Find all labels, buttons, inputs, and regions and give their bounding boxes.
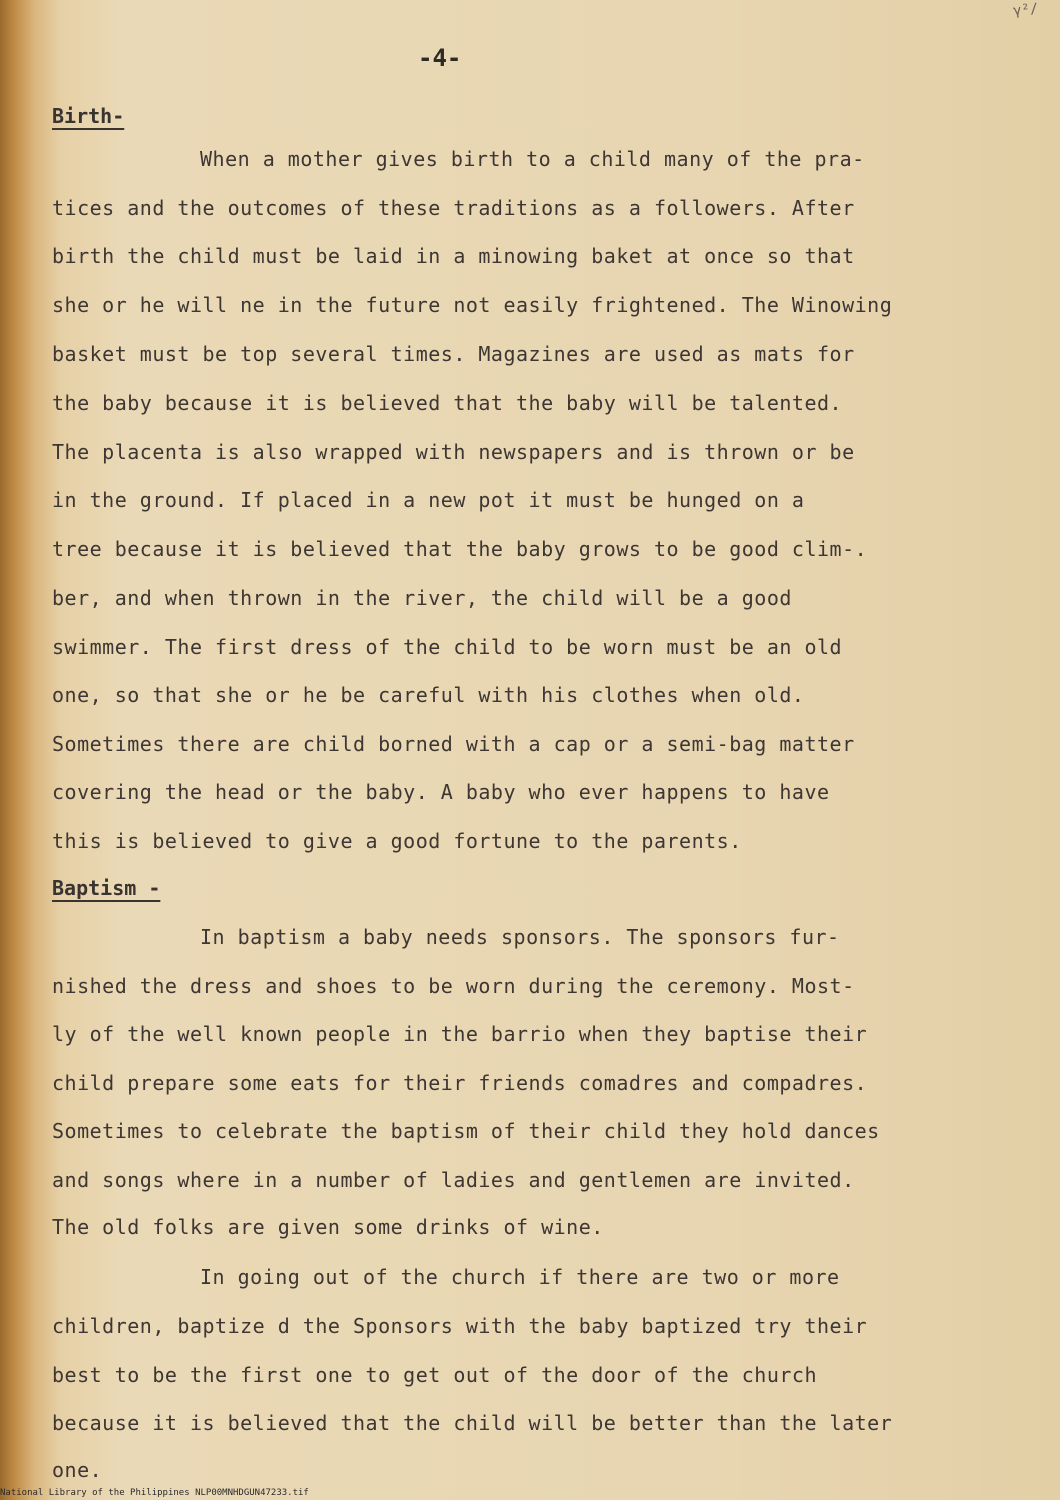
text-line: basket must be top several times. Magazines are used as mats for (52, 342, 855, 366)
section-heading-baptism: Baptism - (52, 876, 161, 900)
text-line: because it is believed that the child will be better than the later (52, 1411, 893, 1435)
text-line: birth the child must be laid in a minowing baket at once so that (52, 244, 855, 268)
text-line: one. (52, 1458, 103, 1482)
text-line: in the ground. If placed in a new pot it must be hunged on a (52, 488, 805, 512)
text-line: and songs where in a number of ladies and gentlemen are invited. (52, 1168, 855, 1192)
archive-footer: National Library of the Philippines NLP00MNHDGUN47233.tif (0, 1488, 309, 1498)
text-line: swimmer. The first dress of the child to be worn must be an old (52, 635, 843, 659)
text-line: the baby because it is believed that the baby will be talented. (52, 391, 843, 415)
text-line: children, baptize d the Sponsors with the baby baptized try their (52, 1314, 868, 1338)
text-line: When a mother gives birth to a child many of the pra- (200, 147, 865, 171)
page-number: -4- (418, 44, 462, 72)
text-line: tices and the outcomes of these traditions as a followers. After (52, 196, 855, 220)
text-line: ber, and when thrown in the river, the child will be a good (52, 586, 792, 610)
text-line: Sometimes to celebrate the baptism of their child they hold dances (52, 1119, 880, 1143)
section-heading-birth: Birth- (52, 104, 125, 128)
text-line: The old folks are given some drinks of wine. (52, 1215, 604, 1239)
text-line: child prepare some eats for their friends comadres and compadres. (52, 1071, 868, 1095)
text-line: In going out of the church if there are two or more (200, 1265, 840, 1289)
text-line: covering the head or the baby. A baby who ever happens to have (52, 780, 830, 804)
text-line: Sometimes there are child borned with a cap or a semi-bag matter (52, 732, 855, 756)
text-line: this is believed to give a good fortune to the parents. (52, 829, 742, 853)
text-line: In baptism a baby needs sponsors. The sponsors fur- (200, 925, 840, 949)
text-line: nished the dress and shoes to be worn during the ceremony. Most- (52, 974, 855, 998)
text-line: ly of the well known people in the barrio when they baptise their (52, 1022, 868, 1046)
corner-annotation: γ²/ (1011, 0, 1039, 20)
text-line: best to be the first one to get out of the door of the church (52, 1363, 818, 1387)
text-line: she or he will ne in the future not easily frightened. The Winowing (52, 293, 893, 317)
text-line: The placenta is also wrapped with newspapers and is thrown or be (52, 440, 855, 464)
text-line: one, so that she or he be careful with his clothes when old. (52, 683, 805, 707)
text-line: tree because it is believed that the baby grows to be good clim-. (52, 537, 868, 561)
